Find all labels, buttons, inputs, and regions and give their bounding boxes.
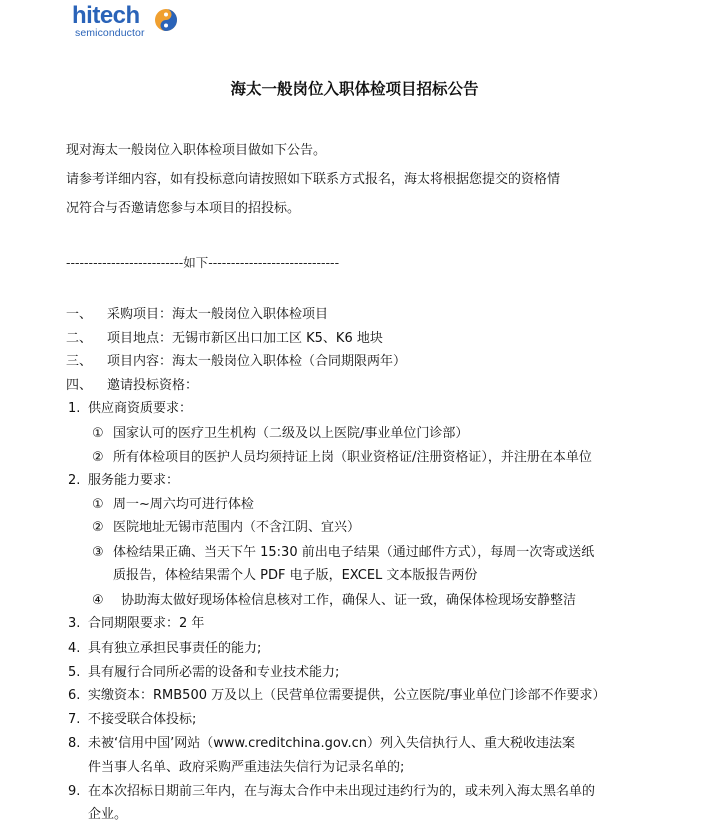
section-divider: --------------------------如下----------------------------- bbox=[66, 255, 340, 270]
item-number: 6. bbox=[68, 688, 81, 703]
section-text: 采购项目：海太一般岗位入职体检项目 bbox=[107, 307, 329, 322]
logo-wordmark: hitech bbox=[72, 2, 140, 29]
item-number: 2. bbox=[68, 473, 81, 488]
circled-number: ② bbox=[92, 450, 104, 465]
item-text: 协助海太做好现场体检信息核对工作，确保人、证一致，确保体检现场安静整洁 bbox=[121, 593, 577, 608]
item-text: 具有独立承担民事责任的能力; bbox=[88, 641, 262, 656]
item-text: 不接受联合体投标; bbox=[88, 712, 197, 727]
intro-line-2: 请参考详细内容，如有投标意向请按照如下联系方式报名，海太将根据您提交的资格情 bbox=[66, 172, 561, 187]
item-text: 供应商资质要求： bbox=[88, 401, 193, 416]
item-text: 服务能力要求： bbox=[88, 473, 180, 488]
section-marker: 三、 bbox=[66, 354, 93, 369]
logo-tagline: semiconductor bbox=[75, 27, 145, 39]
item-number: 9. bbox=[68, 784, 81, 799]
item-text: 医院地址无锡市范围内（不含江阴、宜兴） bbox=[113, 520, 361, 535]
item-text: 在本次招标日期前三年内，在与海太合作中未出现过违约行为的，或未列入海太黑名单的 bbox=[88, 784, 596, 799]
company-logo bbox=[72, 4, 192, 40]
circled-number: ③ bbox=[92, 545, 104, 560]
item-text: 周一~周六均可进行体检 bbox=[113, 497, 254, 512]
item-text: 未被‘信用中国’网站（www.creditchina.gov.cn）列入失信执行人、重大税收违法案 bbox=[88, 736, 576, 751]
section-marker: 四、 bbox=[66, 378, 93, 393]
item-number: 8. bbox=[68, 736, 81, 751]
section-marker: 一、 bbox=[66, 307, 93, 322]
item-text: 件当事人名单、政府采购严重违法失信行为记录名单的; bbox=[88, 760, 405, 775]
page-title: 海太一般岗位入职体检项目招标公告 bbox=[230, 80, 479, 98]
logo-swirl-icon bbox=[154, 8, 178, 32]
circled-number: ④ bbox=[92, 593, 104, 608]
item-text: 具有履行合同所必需的设备和专业技术能力; bbox=[88, 665, 340, 680]
item-text: 合同期限要求：2 年 bbox=[88, 616, 205, 631]
item-number: 7. bbox=[68, 712, 81, 727]
item-text: 国家认可的医疗卫生机构（二级及以上医院/事业单位门诊部） bbox=[113, 426, 469, 441]
circled-number: ② bbox=[92, 520, 104, 535]
section-text: 项目地点：无锡市新区出口加工区 K5、K6 地块 bbox=[107, 331, 383, 346]
section-marker: 二、 bbox=[66, 331, 93, 346]
item-text: 实缴资本：RMB500 万及以上（民营单位需要提供，公立医院/事业单位门诊部不作要求） bbox=[88, 688, 606, 703]
item-number: 1. bbox=[68, 401, 81, 416]
intro-line-1: 现对海太一般岗位入职体检项目做如下公告。 bbox=[66, 143, 327, 158]
item-text: 质报告，体检结果需个人 PDF 电子版，EXCEL 文本版报告两份 bbox=[113, 568, 478, 583]
item-number: 4. bbox=[68, 641, 81, 656]
item-text: 所有体检项目的医护人员均须持证上岗（职业资格证/注册资格证），并注册在本单位 bbox=[113, 450, 592, 465]
circled-number: ① bbox=[92, 497, 104, 512]
item-number: 5. bbox=[68, 665, 81, 680]
item-text: 体检结果正确、当天下午 15:30 前出电子结果（通过邮件方式），每周一次寄或送纸 bbox=[113, 545, 595, 560]
item-number: 3. bbox=[68, 616, 81, 631]
intro-line-3: 况符合与否邀请您参与本项目的招投标。 bbox=[66, 201, 301, 216]
item-text: 企业。 bbox=[88, 807, 128, 822]
circled-number: ① bbox=[92, 426, 104, 441]
section-text: 项目内容：海太一般岗位入职体检（合同期限两年） bbox=[107, 354, 407, 369]
section-text: 邀请投标资格： bbox=[107, 378, 199, 393]
